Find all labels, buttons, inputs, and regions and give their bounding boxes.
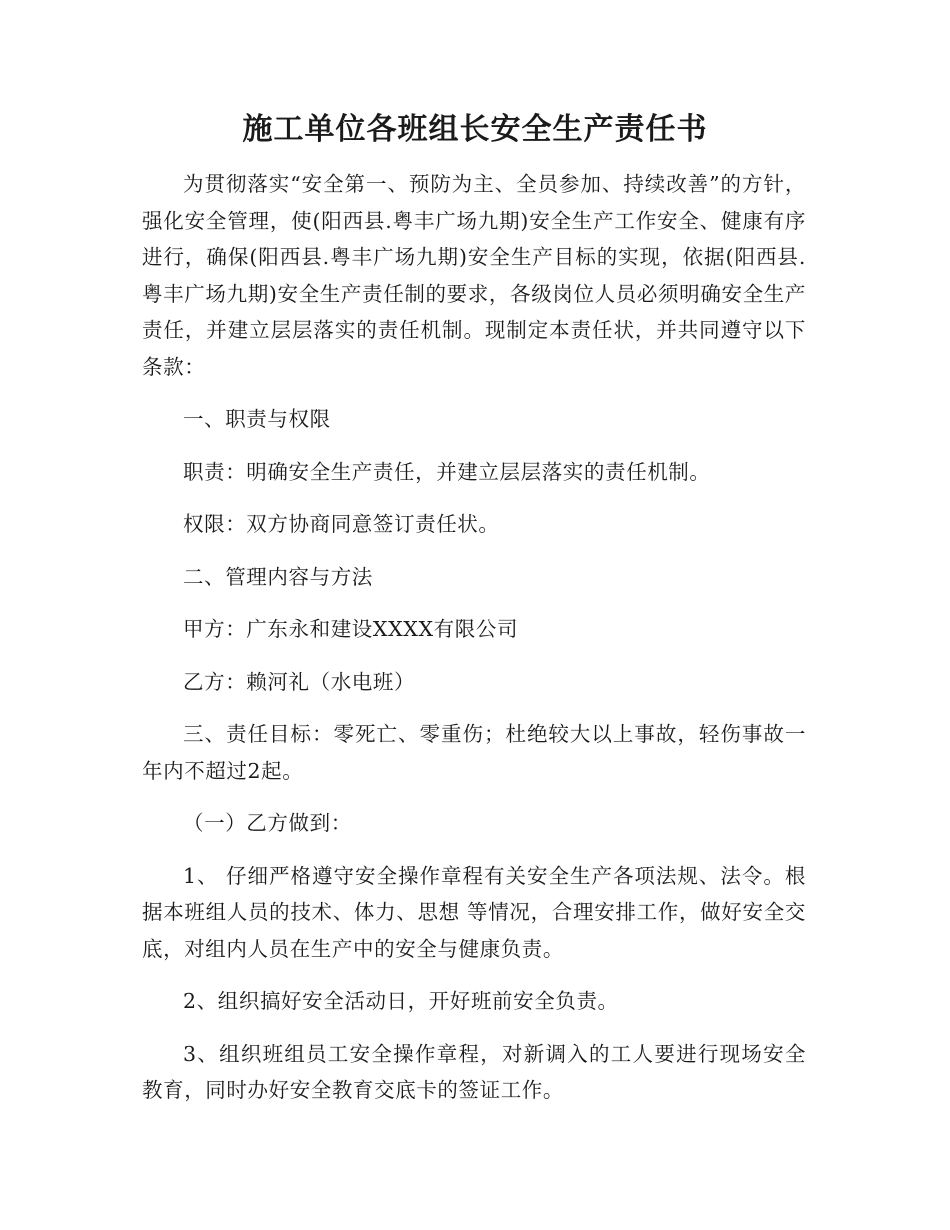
duties-paragraph: 职责：明确安全生产责任，并建立层层落实的责任机制。 — [183, 459, 711, 484]
clause-3: 3、组织班组员工安全操作章程，对新调入的工人要进行现场安全教育，同时办好安全教育交底卡的签证工作。 — [142, 1041, 806, 1102]
authority-paragraph: 权限：双方协商同意签订责任状。 — [183, 512, 500, 536]
section-heading-management: 二、管理内容与方法 — [183, 564, 373, 589]
section-heading-duties: 一、职责与权限 — [183, 407, 331, 431]
party-a-line: 甲方：广东永和建设XXXX有限公司 — [183, 617, 519, 641]
intro-paragraph: 为贯彻落实“安全第一、预防为主、全员参加、持续改善”的方针，强化安全管理，使(阳西县.粤丰广场九期)安全生产工作安全、健康有序进行，确保(阳西县.粤丰广场九期)安全生产目标的实现，依据(阳西县.粤丰广场九期)安全生产责任制的要求，各级岗位人员必须明确安全生产责任，并建立层层落实的责任机制。现制定本责任状，并共同遵守以下条款： — [142, 172, 806, 379]
party-b-line: 乙方：赖河礼（水电班） — [183, 669, 416, 694]
subsection-heading-party-b: （一）乙方做到： — [183, 811, 352, 835]
document-title: 施工单位各班组长安全生产责任书 — [242, 112, 708, 147]
document-body — [142, 166, 806, 1109]
clause-1: 1、 仔细严格遵守安全操作章程有关安全生产各项法规、法令。根据本班组人员的技术、体力、思想 等情况，合理安排工作，做好安全交底，对组内人员在生产中的安全与健康负责。 — [142, 863, 806, 961]
section-heading-targets: 三、责任目标：零死亡、零重伤；杜绝较大以上事故，轻伤事故一年内不超过2起。 — [142, 722, 806, 783]
clause-2: 2、组织搞好安全活动日，开好班前安全负责。 — [183, 989, 619, 1013]
